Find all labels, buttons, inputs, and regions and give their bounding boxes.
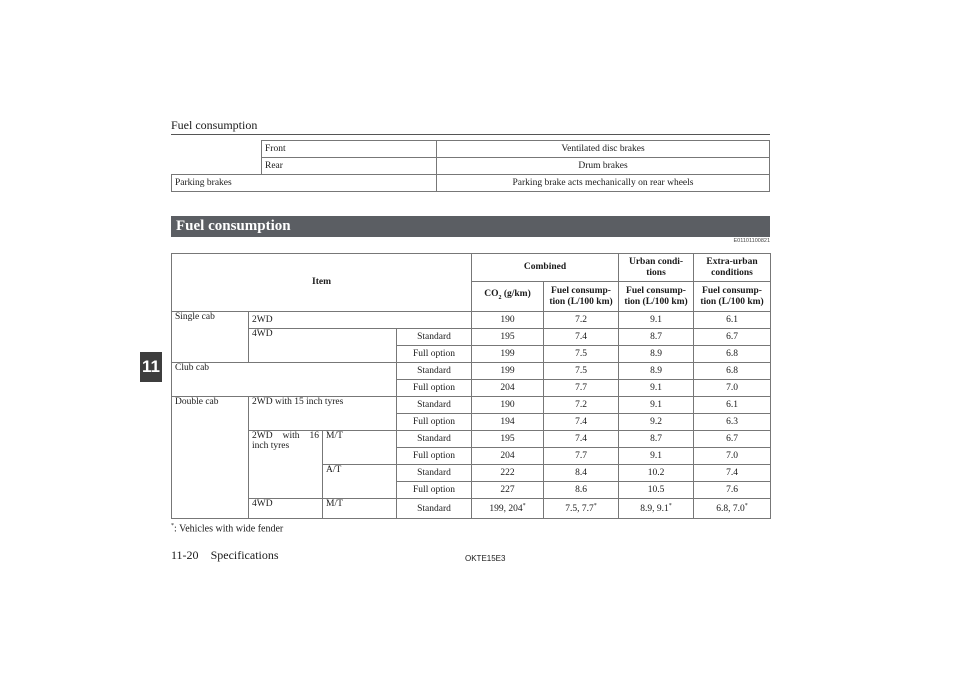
- urban-cell: 8.7: [619, 329, 694, 346]
- combined-header: Combined: [472, 254, 619, 282]
- combined-cell: 7.7: [544, 380, 619, 397]
- trim-label: Full option: [397, 380, 472, 397]
- front-value: Ventilated disc brakes: [437, 141, 770, 158]
- urban-cell: 8.7: [619, 431, 694, 448]
- trim-label: Full option: [397, 414, 472, 431]
- table-header-row: [172, 254, 771, 282]
- item-header: Item: [172, 254, 472, 312]
- fuel-header-combined: Fuel consump-tion (L/100 km): [544, 282, 619, 312]
- fuel-header-urban: Fuel consump-tion (L/100 km): [619, 282, 694, 312]
- co2-cell: 204: [472, 448, 544, 465]
- combined-cell: 7.2: [544, 312, 619, 329]
- extra-urban-cell: 7.6: [694, 482, 771, 499]
- rear-value: Drum brakes: [437, 158, 770, 175]
- co2-cell: 227: [472, 482, 544, 499]
- co2-cell: 222: [472, 465, 544, 482]
- extra-urban-cell: 6.8, 7.0*: [694, 499, 771, 519]
- co2-cell: 199: [472, 363, 544, 380]
- co2-cell: 190: [472, 397, 544, 414]
- extra-urban-cell: 6.1: [694, 397, 771, 414]
- combined-cell: 8.4: [544, 465, 619, 482]
- footnote: *: Vehicles with wide fender: [171, 523, 284, 535]
- trim-label: Full option: [397, 346, 472, 363]
- front-label: Front: [262, 141, 437, 158]
- parking-value: Parking brake acts mechanically on rear wheels: [437, 175, 770, 192]
- trim-label: Standard: [397, 363, 472, 380]
- variant-label: 4WD: [249, 329, 397, 363]
- extra-urban-cell: 7.0: [694, 380, 771, 397]
- extra-urban-cell: 6.7: [694, 431, 771, 448]
- running-header: Fuel consumption: [171, 118, 258, 132]
- co2-cell: 195: [472, 329, 544, 346]
- table-row: [172, 312, 771, 329]
- page-number: 11-20: [171, 548, 199, 562]
- combined-cell: 7.2: [544, 397, 619, 414]
- rear-label: Rear: [262, 158, 437, 175]
- combined-cell: 7.5, 7.7*: [544, 499, 619, 519]
- co2-cell: 204: [472, 380, 544, 397]
- document-code: OKTE15E3: [465, 554, 506, 563]
- brakes-table: [171, 140, 770, 192]
- trim-label: Standard: [397, 431, 472, 448]
- extra-urban-cell: 6.3: [694, 414, 771, 431]
- transmission-label: A/T: [323, 465, 397, 499]
- trim-label: Full option: [397, 448, 472, 465]
- combined-cell: 7.4: [544, 329, 619, 346]
- urban-cell: 8.9: [619, 346, 694, 363]
- urban-cell: 10.5: [619, 482, 694, 499]
- table-row: [172, 397, 771, 414]
- co2-header: $CO_2$ (g/km): [472, 282, 544, 312]
- table-row: [172, 158, 770, 175]
- trim-label: Full option: [397, 482, 472, 499]
- combined-cell: 8.6: [544, 482, 619, 499]
- chapter-tab: 11: [140, 352, 162, 382]
- co2-cell: 194: [472, 414, 544, 431]
- extra-urban-cell: 6.7: [694, 329, 771, 346]
- variant-label: 2WD with 16 inch tyres: [249, 431, 323, 499]
- double-cab-label: Double cab: [172, 397, 249, 519]
- transmission-label: M/T: [323, 499, 397, 519]
- urban-cell: 9.1: [619, 448, 694, 465]
- combined-cell: 7.7: [544, 448, 619, 465]
- extra-urban-cell: 6.8: [694, 346, 771, 363]
- variant-label: 2WD: [249, 312, 472, 329]
- combined-cell: 7.5: [544, 346, 619, 363]
- chapter-name: Specifications: [210, 548, 279, 562]
- extra-urban-cell: 7.0: [694, 448, 771, 465]
- urban-cell: 9.1: [619, 312, 694, 329]
- fuel-consumption-table: [171, 253, 771, 519]
- table-row: [172, 499, 771, 519]
- combined-cell: 7.4: [544, 431, 619, 448]
- trim-label: Standard: [397, 499, 472, 519]
- urban-header: Urban condi-tions: [619, 254, 694, 282]
- urban-cell: 8.9, 9.1*: [619, 499, 694, 519]
- co2-cell: 195: [472, 431, 544, 448]
- fuel-header-extra: Fuel consump-tion (L/100 km): [694, 282, 771, 312]
- urban-cell: 8.9: [619, 363, 694, 380]
- co2-cell: 199: [472, 346, 544, 363]
- urban-cell: 10.2: [619, 465, 694, 482]
- section-title: Fuel consumption: [171, 216, 770, 237]
- urban-cell: 9.1: [619, 397, 694, 414]
- combined-cell: 7.5: [544, 363, 619, 380]
- combined-cell: 7.4: [544, 414, 619, 431]
- trim-label: Standard: [397, 465, 472, 482]
- table-row: [172, 431, 771, 448]
- table-row: [172, 363, 771, 380]
- variant-label: 4WD: [249, 499, 323, 519]
- trim-label: Standard: [397, 397, 472, 414]
- header-rule: [171, 134, 770, 135]
- section-code: E01101100821: [733, 238, 770, 244]
- page-footer: [171, 548, 279, 563]
- transmission-label: M/T: [323, 431, 397, 465]
- extra-urban-cell: 7.4: [694, 465, 771, 482]
- table-row: [172, 329, 771, 346]
- club-cab-label: Club cab: [172, 363, 397, 397]
- trim-label: Standard: [397, 329, 472, 346]
- table-row: [172, 175, 770, 192]
- co2-cell: 190: [472, 312, 544, 329]
- variant-label: 2WD with 15 inch tyres: [249, 397, 397, 431]
- extra-urban-cell: 6.1: [694, 312, 771, 329]
- urban-cell: 9.1: [619, 380, 694, 397]
- parking-label: Parking brakes: [172, 175, 437, 192]
- extra-urban-header: Extra-urban conditions: [694, 254, 771, 282]
- extra-urban-cell: 6.8: [694, 363, 771, 380]
- urban-cell: 9.2: [619, 414, 694, 431]
- co2-cell: 199, 204*: [472, 499, 544, 519]
- table-row: [172, 141, 770, 158]
- single-cab-label: Single cab: [172, 312, 249, 363]
